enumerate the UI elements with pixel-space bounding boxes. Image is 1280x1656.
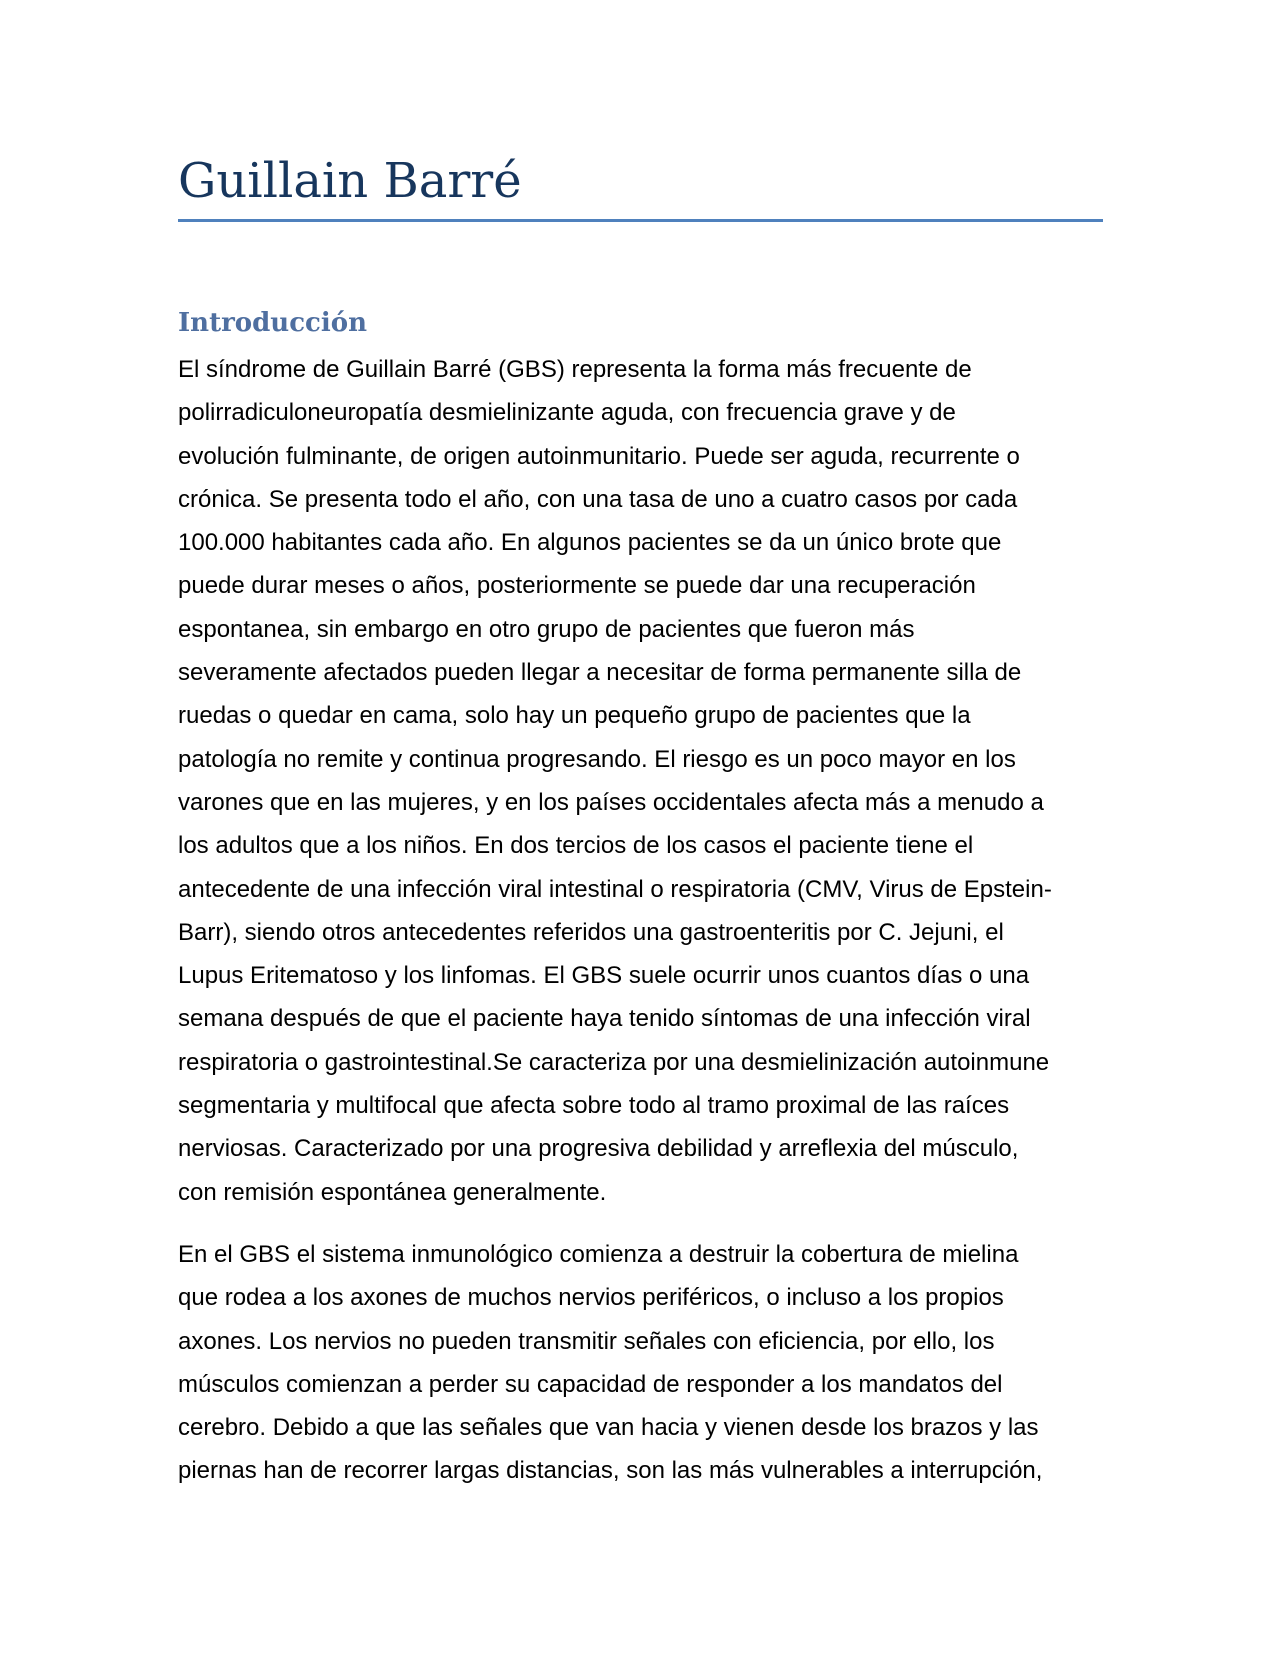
paragraph-line: antecedente de una infección viral intestinal o respiratoria (CMV, Virus de Epstein- [178,875,1052,903]
paragraph-line: que rodea a los axones de muchos nervios periféricos, o incluso a los propios [178,1284,1004,1312]
paragraph-line: los adultos que a los niños. En dos tercios de los casos el paciente tiene el [178,832,974,860]
paragraph-line: evolución fulminante, de origen autoinmunitario. Puede ser aguda, recurrente o [178,442,1020,470]
section-heading: Introducción [178,308,367,338]
paragraph-line: nerviosas. Caracterizado por una progresiva debilidad y arreflexia del músculo, [178,1135,1019,1163]
document-title: Guillain Barré [178,153,522,209]
paragraph-line: segmentaria y multifocal que afecta sobre todo al tramo proximal de las raíces [178,1092,1010,1120]
paragraph-line: semana después de que el paciente haya tenido síntomas de una infección viral [178,1005,1031,1033]
paragraph-line: cerebro. Debido a que las señales que van hacia y vienen desde los brazos y las [178,1414,1039,1442]
paragraph-line: patología no remite y continua progresando. El riesgo es un poco mayor en los [178,745,1016,773]
paragraph-line: Lupus Eritematoso y los linfomas. El GBS suele ocurrir unos cuantos días o una [178,962,1030,990]
paragraph-line: 100.000 habitantes cada año. En algunos pacientes se da un único brote que [178,529,1002,557]
paragraph-line: puede durar meses o años, posteriormente se puede dar una recuperación [178,572,976,600]
paragraph-line: piernas han de recorrer largas distancias, son las más vulnerables a interrupción, [178,1457,1043,1485]
paragraph-line: músculos comienzan a perder su capacidad de responder a los mandatos del [178,1370,1003,1398]
paragraph-line: polirradiculoneuropatía desmielinizante aguda, con frecuencia grave y de [178,399,956,427]
title-underline-rule [178,219,1103,222]
paragraph-line: El síndrome de Guillain Barré (GBS) representa la forma más frecuente de [178,356,972,383]
paragraph-line: Barr), siendo otros antecedentes referidos una gastroenteritis por C. Jejuni, el [178,918,1004,946]
paragraph-line: ruedas o quedar en cama, solo hay un pequeño grupo de pacientes que la [178,702,971,730]
paragraph-line: severamente afectados pueden llegar a necesitar de forma permanente silla de [178,659,1022,687]
paragraph-line: En el GBS el sistema inmunológico comienza a destruir la cobertura de mielina [178,1241,1019,1268]
paragraph-line: con remisión espontánea generalmente. [178,1178,607,1206]
paragraph-line: respiratoria o gastrointestinal.Se caracteriza por una desmielinización autoinmune [178,1048,1050,1076]
paragraph-line: axones. Los nervios no pueden transmitir señales con eficiencia, por ello, los [178,1327,995,1355]
paragraph-line: varones que en las mujeres, y en los países occidentales afecta más a menudo a [178,788,1044,816]
paragraph-line: crónica. Se presenta todo el año, con una tasa de uno a cuatro casos por cada [178,485,1018,513]
paragraph-line: espontanea, sin embargo en otro grupo de pacientes que fueron más [178,615,915,643]
paragraph-introduction [178,348,1103,1214]
paragraph-immune-system [178,1233,1103,1493]
